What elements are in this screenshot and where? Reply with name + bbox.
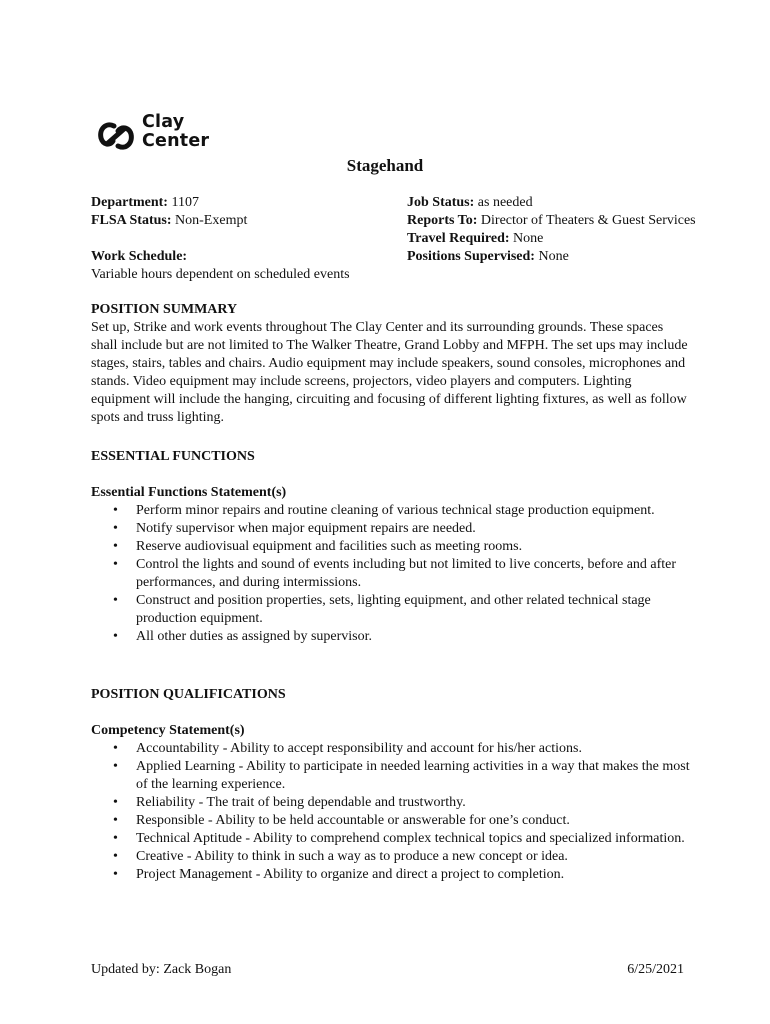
essential-functions-heading: ESSENTIAL FUNCTIONS	[91, 449, 255, 464]
competency-list	[91, 740, 691, 884]
schedule-label: Work Schedule:	[91, 249, 188, 264]
travel-label: Travel Required:	[407, 231, 510, 246]
supervised-row	[407, 248, 697, 266]
flsa-label: FLSA Status:	[91, 213, 172, 228]
flsa-value: Non-Exempt	[175, 213, 248, 228]
position-summary-heading: POSITION SUMMARY	[91, 302, 238, 317]
list-item: • Notify supervisor when major equipment repairs are needed.	[91, 520, 691, 538]
clay-center-logo	[96, 113, 226, 157]
position-qualifications-heading: POSITION QUALIFICATIONS	[91, 687, 286, 702]
logo-line-1: Clay	[142, 112, 185, 132]
reports-to-value: Director of Theaters & Guest Services	[480, 213, 696, 228]
reports-to-label: Reports To:	[407, 213, 478, 228]
list-item: • Accountability - Ability to accept responsibility and account for his/her actions.	[91, 740, 691, 758]
schedule-value: Variable hours dependent on scheduled events	[91, 267, 350, 282]
position-summary-section	[91, 301, 691, 427]
job-status-value: as needed	[477, 195, 533, 210]
list-item: • Project Management - Ability to organize and direct a project to completion.	[91, 866, 691, 884]
list-item: • Reserve audiovisual equipment and facilities such as meeting rooms.	[91, 538, 691, 556]
supervised-value: None	[538, 249, 569, 264]
footer-date: 6/25/2021	[627, 962, 684, 977]
left-info-column	[91, 194, 391, 284]
list-item: • Control the lights and sound of events including but not limited to live concerts, before and after performances, and during intermissions.	[91, 556, 691, 592]
right-info-column	[407, 194, 697, 266]
list-item: • Construct and position properties, sets, lighting equipment, and other related technical stage production equipment.	[91, 592, 691, 628]
logo-wordmark	[142, 113, 209, 151]
list-item: • Responsible - Ability to be held accountable or answerable for one’s conduct.	[91, 812, 691, 830]
list-item: • Reliability - The trait of being dependable and trustworthy.	[91, 794, 691, 812]
position-qualifications-section	[91, 686, 691, 884]
essential-functions-subheading: Essential Functions Statement(s)	[91, 485, 287, 500]
page-title: Stagehand	[346, 156, 424, 175]
list-item: • Technical Aptitude - Ability to comprehend complex technical topics and specialized information.	[91, 830, 691, 848]
list-item: • All other duties as assigned by supervisor.	[91, 628, 691, 646]
job-status-row	[407, 194, 697, 212]
list-item: • Perform minor repairs and routine cleaning of various technical stage production equipment.	[91, 502, 691, 520]
travel-value: None	[513, 231, 544, 246]
logo-line-2: Center	[142, 131, 210, 151]
essential-functions-list	[91, 502, 691, 646]
essential-functions-section	[91, 448, 691, 646]
list-item: • Applied Learning - Ability to participate in needed learning activities in a way that makes the most of the learning experience.	[91, 758, 691, 794]
department-label: Department:	[91, 195, 168, 210]
flsa-row	[91, 212, 391, 230]
travel-row	[407, 230, 697, 248]
competency-subheading: Competency Statement(s)	[91, 723, 245, 738]
reports-to-row	[407, 212, 697, 230]
job-status-label: Job Status:	[407, 195, 475, 210]
position-summary-text: Set up, Strike and work events throughout The Clay Center and its surrounding grounds. These spaces shall include but are not limited to The Walker Theatre, Grand Lobby and MFPH. The set ups may include stages, stairs, tables and chairs. Audio equipment may include speakers, sound consoles, microphones and stands. Video equipment may include screens, projectors, video players and computers. Lighting equipment will include the hanging, circuiting and focusing of different lighting fixtures, as well as follow spots and truss lighting.	[91, 320, 688, 425]
footer-updated-by: Updated by: Zack Bogan	[91, 962, 232, 977]
list-item: • Creative - Ability to think in such a way as to produce a new concept or idea.	[91, 848, 691, 866]
clay-center-logo-icon	[96, 119, 136, 153]
supervised-label: Positions Supervised:	[407, 249, 535, 264]
department-row	[91, 194, 391, 212]
department-value: 1107	[171, 195, 199, 210]
